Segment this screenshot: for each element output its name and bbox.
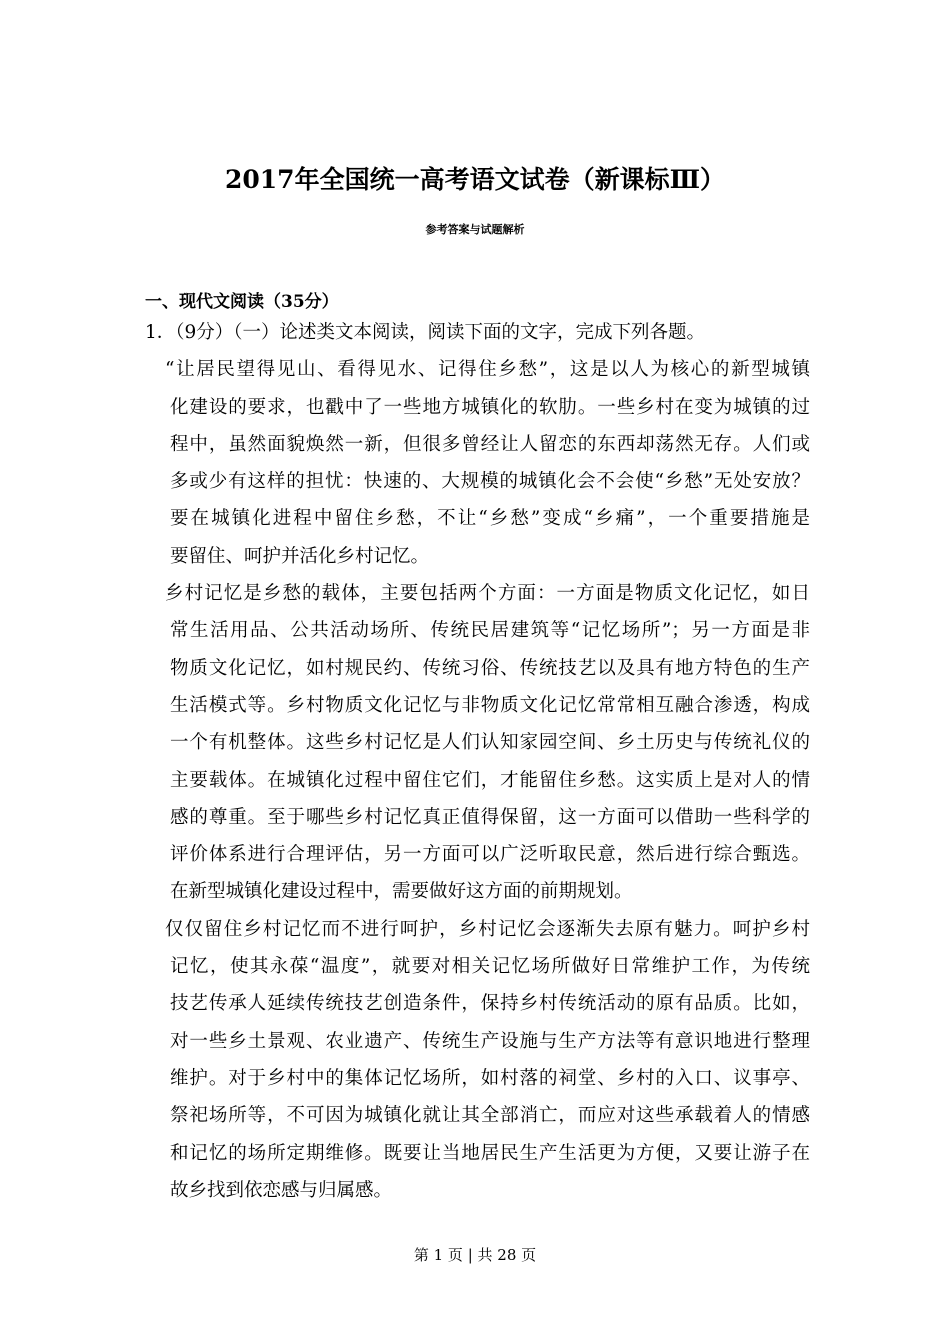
paragraph-line: 常生活用品、公共活动场所、传统民居建筑等“记忆场所”；另一方面是非: [170, 620, 810, 642]
question-line: 1．（9分）（一）论述类文本阅读，阅读下面的文字，完成下列各题。: [145, 322, 706, 343]
paragraph-line: 故乡找到依恋感与归属感。: [170, 1179, 393, 1201]
paragraph-line: 和记忆的场所定期维修。既要让当地居民生产生活更为方便，又要让游子在: [170, 1142, 810, 1164]
paragraph-line: 程中，虽然面貌焕然一新，但很多曾经让人留恋的东西却荡然无存。人们或: [170, 433, 810, 455]
paragraph-line: 技艺传承人延续传统技艺创造条件，保持乡村传统活动的原有品质。比如，: [170, 993, 810, 1015]
paragraph-line: 维护。对于乡村中的集体记忆场所，如村落的祠堂、乡村的入口、议事亭、: [170, 1067, 810, 1089]
paragraph: [145, 575, 810, 911]
document-subtitle: 参考答案与试题解析: [425, 223, 525, 236]
paragraph-line: 一个有机整体。这些乡村记忆是人们认知家园空间、乡土历史与传统礼仪的: [170, 732, 810, 754]
paragraph-line: 在新型城镇化建设过程中，需要做好这方面的前期规划。: [170, 881, 633, 903]
paragraph-line: 记忆，使其永葆“温度”，就要对相关记忆场所做好日常维护工作，为传统: [170, 956, 810, 978]
paragraph-line: 仅仅留住乡村记忆而不进行呵护，乡村记忆会逐渐失去原有魅力。呵护乡村: [165, 918, 810, 940]
paragraph-line: 要在城镇化进程中留住乡愁，不让“乡愁”变成“乡痛”，一个重要措施是: [170, 508, 810, 530]
paragraph: [145, 351, 810, 575]
paragraph-line: 化建设的要求，也戳中了一些地方城镇化的软肋。一些乡村在变为城镇的过: [170, 396, 810, 418]
paragraph-line: 主要载体。在城镇化过程中留住它们，才能留住乡愁。这实质上是对人的情: [170, 769, 810, 791]
paragraph-line: 生活模式等。乡村物质文化记忆与非物质文化记忆常常相互融合渗透，构成: [170, 694, 810, 716]
page-footer: 第 1 页 | 共 28 页: [413, 1246, 537, 1264]
paragraph-line: 多或少有这样的担忧：快速的、大规模的城镇化会不会使“乡愁”无处安放？: [170, 471, 810, 493]
paragraph-line: 要留住、呵护并活化乡村记忆。: [170, 545, 430, 567]
paragraph-line: 感的尊重。至于哪些乡村记忆真正值得保留，这一方面可以借助一些科学的: [170, 806, 810, 828]
document-body: [145, 314, 810, 1209]
section-heading: 一、现代文阅读（35分）: [145, 292, 339, 312]
paragraph-line: 物质文化记忆，如村规民约、传统习俗、传统技艺以及具有地方特色的生产: [170, 657, 810, 679]
paragraph-line: “让居民望得见山、看得见水、记得住乡愁”，这是以人为核心的新型城镇: [165, 359, 810, 381]
paragraph-line: 乡村记忆是乡愁的载体，主要包括两个方面：一方面是物质文化记忆，如日: [165, 583, 810, 605]
paragraph-line: 评价体系进行合理评估，另一方面可以广泛听取民意，然后进行综合甄选。: [170, 844, 810, 866]
paragraph: [145, 911, 810, 1209]
document-title: 2017年全国统一高考语文试卷（新课标Ⅲ）: [224, 165, 726, 194]
paragraph-line: 对一些乡土景观、农业遗产、传统生产设施与生产方法等有意识地进行整理: [170, 1030, 810, 1052]
paragraph-line: 祭祀场所等，不可因为城镇化就让其全部消亡，而应对这些承载着人的情感: [170, 1105, 810, 1127]
